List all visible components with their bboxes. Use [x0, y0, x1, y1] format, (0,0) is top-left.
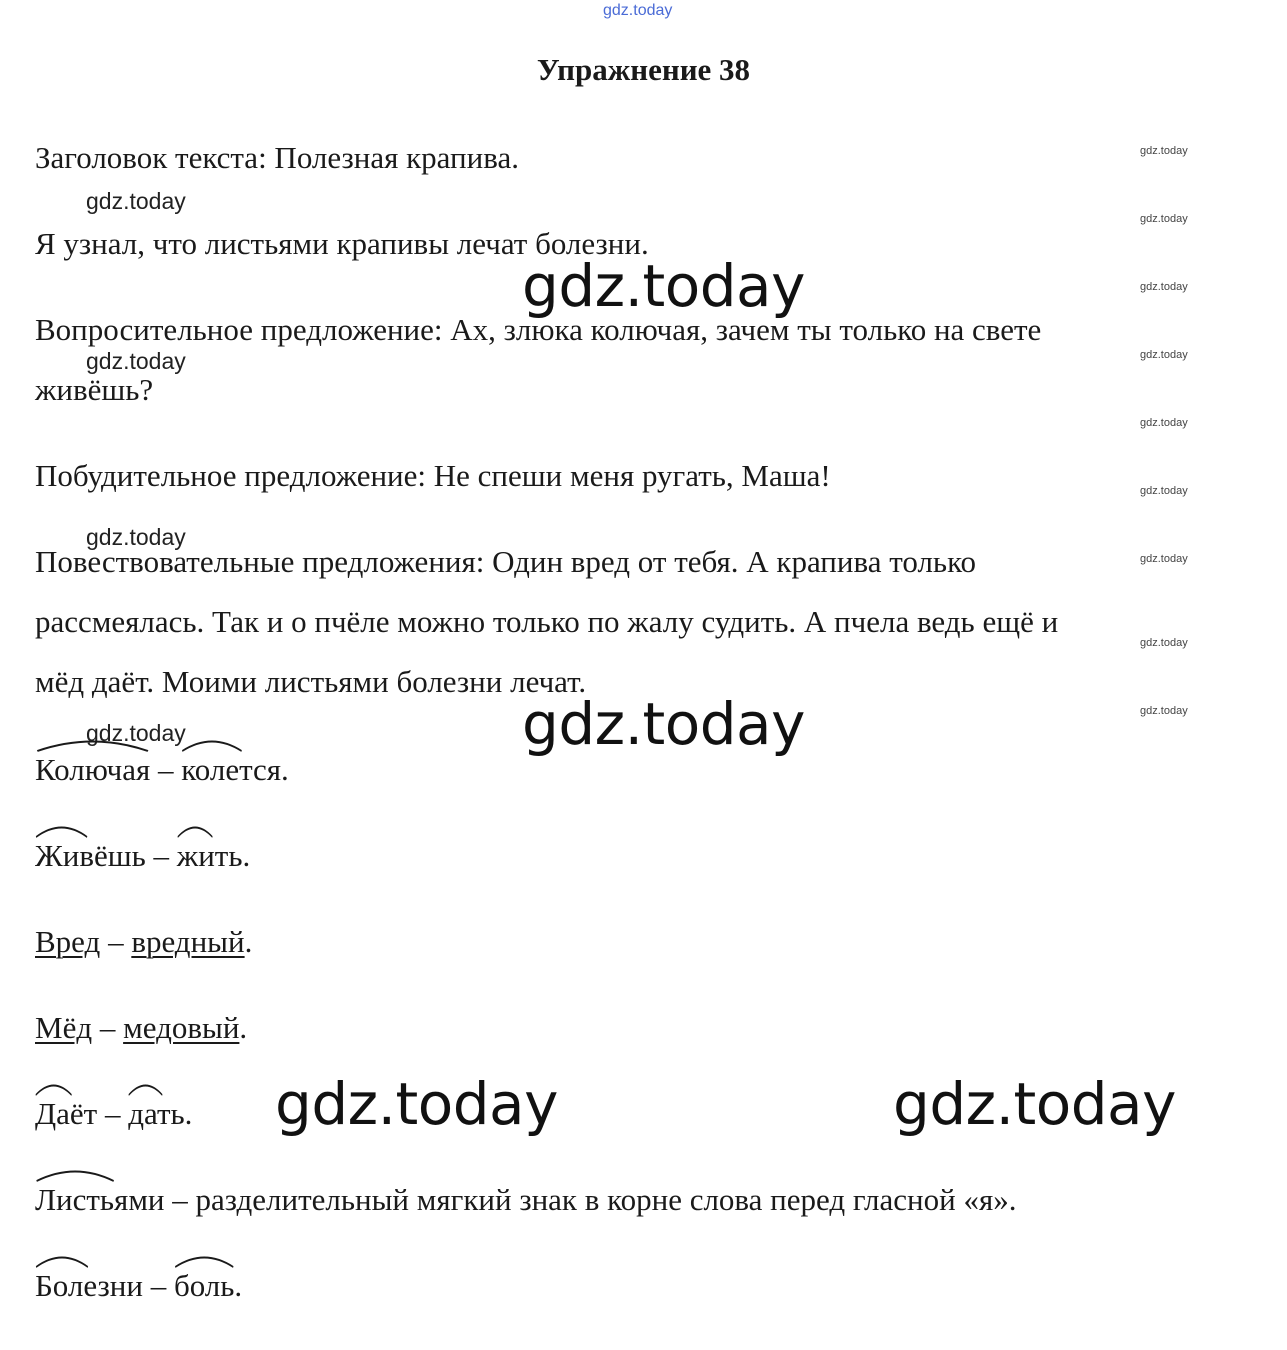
word-explanation: Листьями – разделительный мягкий знак в корне слова перед гласной «я».: [35, 1182, 1016, 1218]
watermark-tiny: gdz.today: [1140, 637, 1188, 649]
watermark-tiny: gdz.today: [1140, 349, 1188, 361]
watermark-big: gdz.today: [275, 1070, 558, 1138]
watermark-big: gdz.today: [893, 1070, 1176, 1138]
root-arc-icon: [35, 1080, 72, 1096]
text-line: Побудительное предложение: Не спеши меня ругать, Маша!: [35, 458, 831, 493]
watermark-tiny: gdz.today: [1140, 705, 1188, 717]
word-dat: дать: [128, 1096, 184, 1132]
word-vred: Вред: [35, 924, 101, 959]
word-zhit: жить: [177, 838, 243, 874]
watermark-tiny: gdz.today: [1140, 417, 1188, 429]
word-colored: колется: [181, 752, 281, 788]
root-arc-icon: [35, 736, 150, 752]
text-line: рассмеялась. Так и о пчёле можно только по жалу судить. А пчела ведь ещё и: [35, 604, 1059, 639]
watermark-top: gdz.today: [603, 2, 673, 19]
word-vrednyi: вредный: [131, 924, 245, 959]
word-bol: боль: [174, 1268, 234, 1304]
root-arc-icon: [174, 1252, 234, 1268]
text-line: Вопросительное предложение: Ах, злюка колючая, зачем ты только на свете: [35, 312, 1042, 347]
watermark-small: gdz.today: [86, 720, 186, 746]
watermark-tiny: gdz.today: [1140, 485, 1188, 497]
word-dayot: Даёт: [35, 1096, 97, 1132]
watermark-small: gdz.today: [86, 348, 186, 374]
root-arc-icon: [177, 822, 213, 838]
word-zhivyosh: Живёшь: [35, 838, 146, 874]
word-pair: Колючая – колется.: [35, 752, 289, 788]
text-line: живёшь?: [35, 372, 154, 407]
watermark-big: gdz.today: [522, 690, 805, 758]
watermark-big: gdz.today: [522, 252, 805, 320]
watermark-tiny: gdz.today: [1140, 281, 1188, 293]
text-line: мёд даёт. Моими листьями болезни лечат.: [35, 664, 587, 699]
page-title: Упражнение 38: [536, 52, 751, 87]
word-bolezni: Болезни: [35, 1268, 143, 1304]
word-pair: Вред – вредный.: [35, 924, 253, 959]
root-arc-icon: [35, 822, 88, 838]
word-pair: Болезни – боль.: [35, 1268, 242, 1304]
root-arc-icon: [128, 1080, 163, 1096]
word-colored: Колючая: [35, 752, 150, 788]
word-pair: Даёт – дать.: [35, 1096, 192, 1132]
text-line: Я узнал, что листьями крапивы лечат болезни.: [35, 226, 649, 261]
word-medovyi: медовый: [123, 1010, 240, 1045]
text-line: Повествовательные предложения: Один вред от тебя. А крапива только: [35, 544, 977, 579]
watermark-small: gdz.today: [86, 524, 186, 550]
watermark-small: gdz.today: [86, 188, 186, 214]
watermark-tiny: gdz.today: [1140, 213, 1188, 225]
root-arc-icon: [35, 1252, 89, 1268]
word-listyami: Листьями: [35, 1182, 165, 1218]
word-pair: Живёшь – жить.: [35, 838, 250, 874]
root-arc-icon: [181, 736, 243, 752]
root-arc-icon: [35, 1166, 115, 1182]
watermark-tiny: gdz.today: [1140, 145, 1188, 157]
text-line: Заголовок текста: Полезная крапива.: [35, 140, 519, 175]
word-pair: Мёд – медовый.: [35, 1010, 248, 1045]
word-myod: Мёд: [35, 1010, 93, 1045]
watermark-tiny: gdz.today: [1140, 553, 1188, 565]
